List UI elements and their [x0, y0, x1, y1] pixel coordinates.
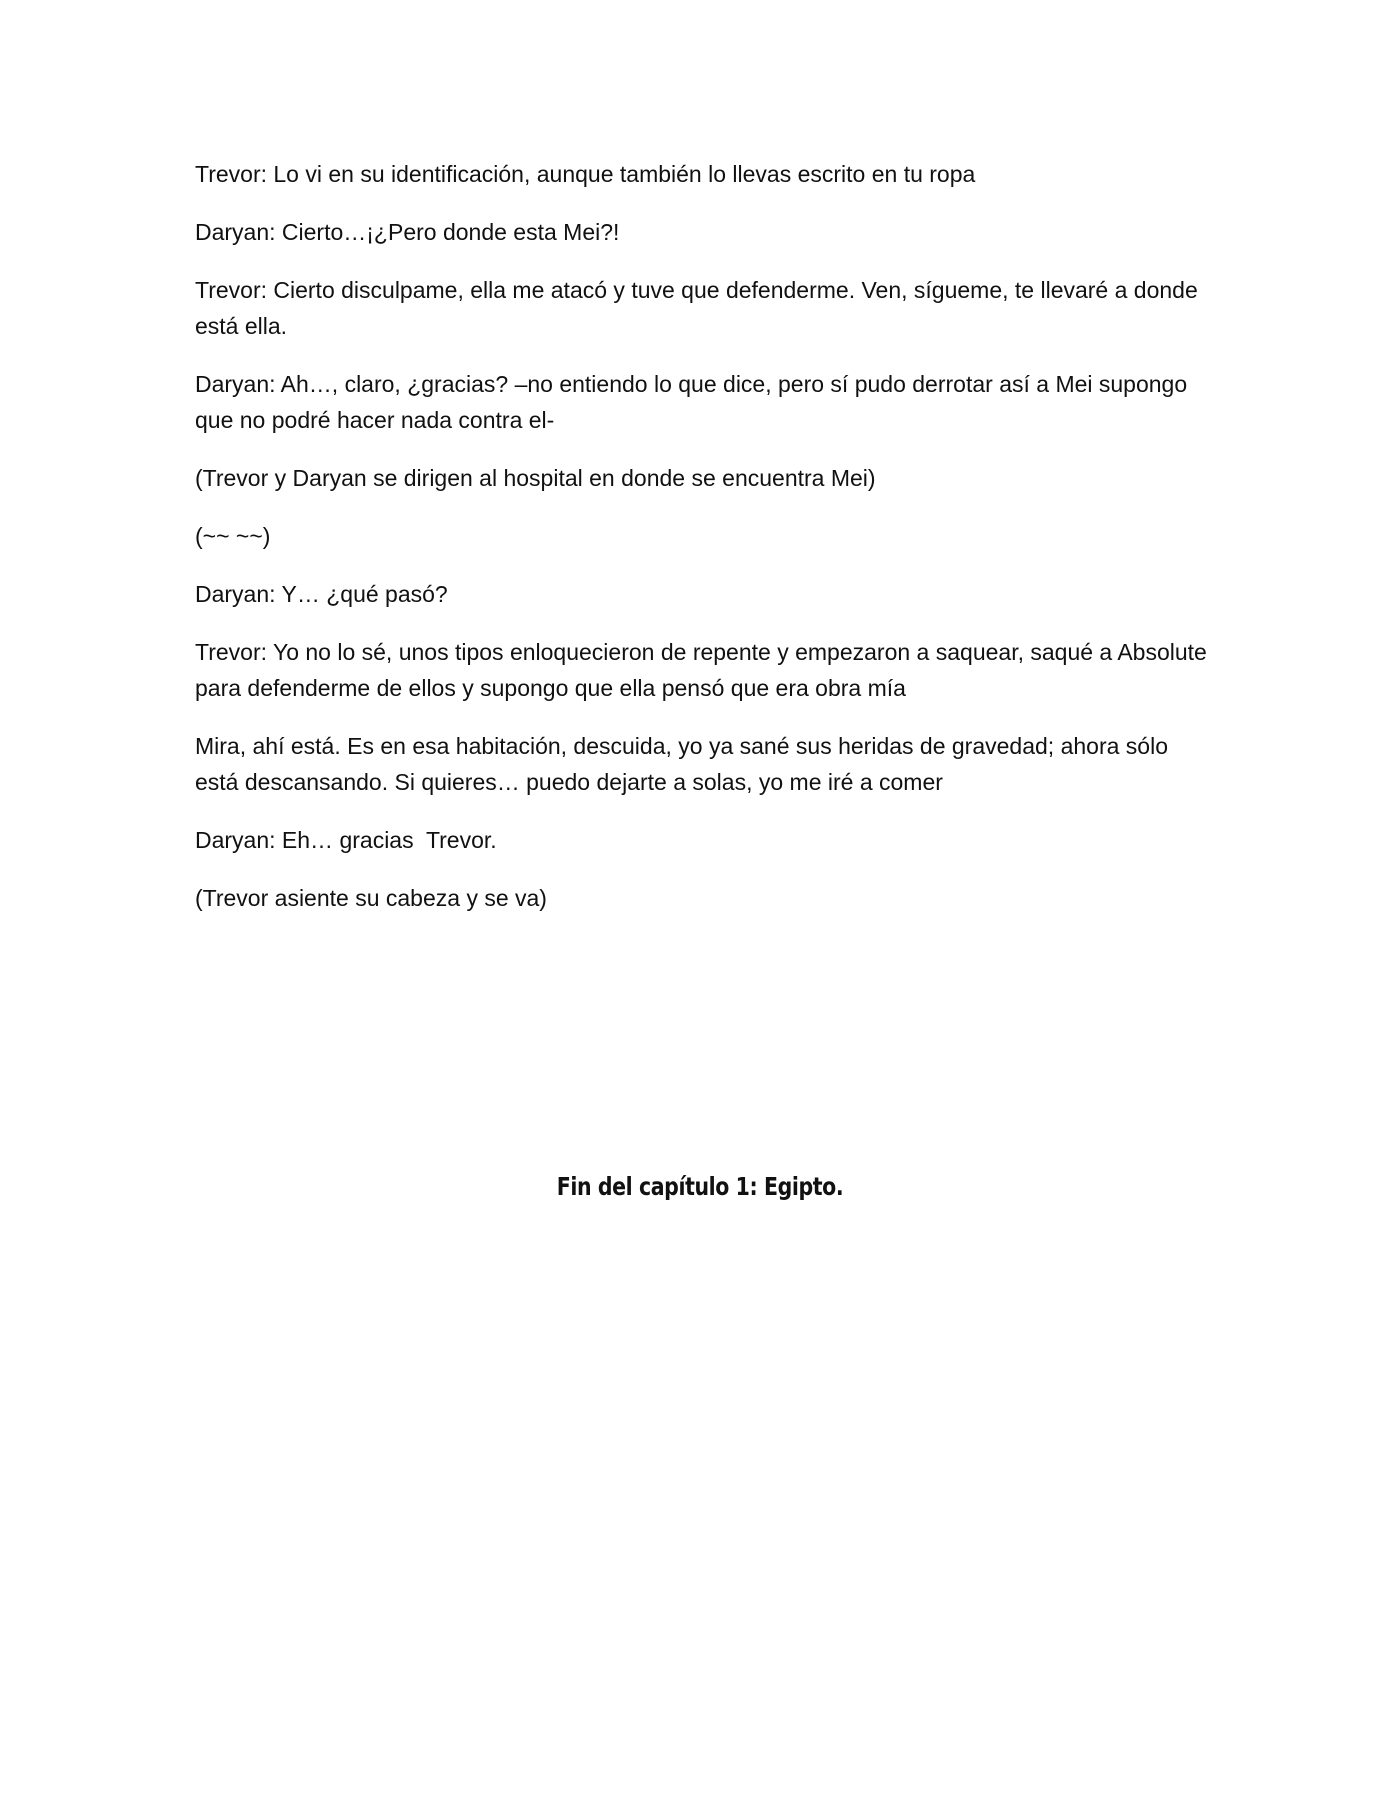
chapter-end-title: Fin del capítulo 1: Egipto. — [556, 1172, 844, 1201]
paragraph-4: Daryan: Ah…, claro, ¿gracias? –no entiendo lo que dice, pero sí pudo derrotar así a Mei supongo que no podré hacer nada contra el- — [195, 371, 1194, 433]
document-body — [195, 156, 1215, 938]
paragraph-1: Trevor: Lo vi en su identificación, aunque también lo llevas escrito en tu ropa — [195, 161, 976, 187]
paragraph-8: Trevor: Yo no lo sé, unos tipos enloquecieron de repente y empezaron a saquear, saqué a Absolute para defenderme de ellos y supongo que ella pensó que era obra mía — [195, 639, 1214, 701]
paragraph-7: Daryan: Y… ¿qué pasó? — [195, 581, 448, 607]
paragraph-2: Daryan: Cierto…¡¿Pero donde esta Mei?! — [195, 219, 620, 245]
scene-break: (~~ ~~) — [195, 523, 271, 549]
paragraph-11: (Trevor asiente su cabeza y se va) — [195, 885, 547, 911]
paragraph-10: Daryan: Eh… gracias Trevor. — [195, 827, 497, 853]
paragraph-9: Mira, ahí está. Es en esa habitación, descuida, yo ya sané sus heridas de gravedad; ahora sólo está descansando. Si quieres… puedo dejarte a solas, yo me iré a comer — [195, 733, 1175, 795]
paragraph-5: (Trevor y Daryan se dirigen al hospital en donde se encuentra Mei) — [195, 465, 876, 491]
paragraph-3: Trevor: Cierto disculpame, ella me atacó y tuve que defenderme. Ven, sígueme, te llevaré a donde está ella. — [195, 277, 1205, 339]
